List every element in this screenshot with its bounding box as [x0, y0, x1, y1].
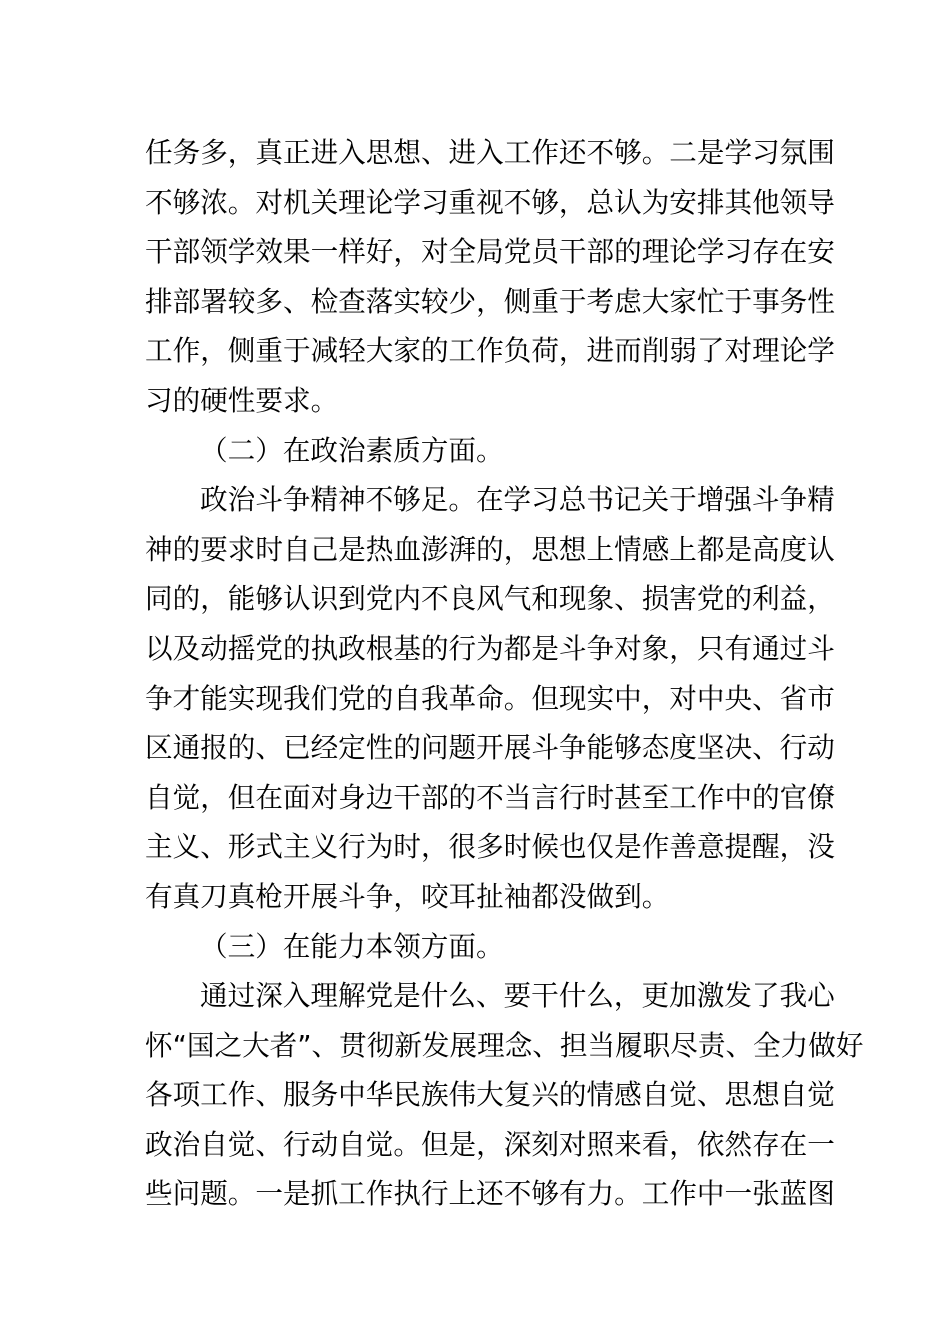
text-line: 自觉，但在面对身边干部的不当言行时甚至工作中的官僚: [145, 780, 835, 814]
text-line: 排部署较多、检查落实较少，侧重于考虑大家忙于事务性: [145, 284, 835, 318]
text-line: 习的硬性要求。: [145, 383, 339, 417]
text-line: 以及动摇党的执政根基的行为都是斗争对象，只有通过斗: [145, 631, 835, 665]
text-line: 神的要求时自己是热血澎湃的，思想上情感上都是高度认: [145, 532, 835, 566]
paragraph-start-line: （二）在政治素质方面。: [200, 433, 504, 467]
text-line: 争才能实现我们党的自我革命。但现实中，对中央、省市: [145, 681, 835, 715]
paragraph-start-line: 政治斗争精神不够足。在学习总书记关于增强斗争精: [200, 483, 835, 517]
text-line: 同的，能够认识到党内不良风气和现象、损害党的利益，: [145, 582, 835, 616]
text-line: 各项工作、服务中华民族伟大复兴的情感自觉、思想自觉: [145, 1078, 835, 1112]
text-line: 怀“国之大者”、贯彻新发展理念、担当履职尽责、全力做好: [145, 1028, 864, 1062]
paragraph-start-line: （三）在能力本领方面。: [200, 929, 504, 963]
text-line: 有真刀真枪开展斗争，咬耳扯袖都没做到。: [145, 879, 670, 913]
paragraph-start-line: 通过深入理解党是什么、要干什么，更加激发了我心: [200, 979, 835, 1013]
text-line: 区通报的、已经定性的问题开展斗争能够态度坚决、行动: [145, 731, 835, 765]
text-line: 主义、形式主义行为时，很多时候也仅是作善意提醒，没: [145, 830, 835, 864]
text-line: 政治自觉、行动自觉。但是，深刻对照来看，依然存在一: [145, 1127, 835, 1161]
text-line: 任务多，真正进入思想、进入工作还不够。二是学习氛围: [145, 136, 835, 169]
document-body: [145, 128, 864, 1219]
text-line: 干部领学效果一样好，对全局党员干部的理论学习存在安: [145, 235, 835, 269]
text-line: 不够浓。对机关理论学习重视不够，总认为安排其他领导: [145, 185, 835, 219]
text-line: 些问题。一是抓工作执行上还不够有力。工作中一张蓝图: [145, 1177, 835, 1211]
text-line: 工作，侧重于减轻大家的工作负荷，进而削弱了对理论学: [145, 334, 835, 368]
